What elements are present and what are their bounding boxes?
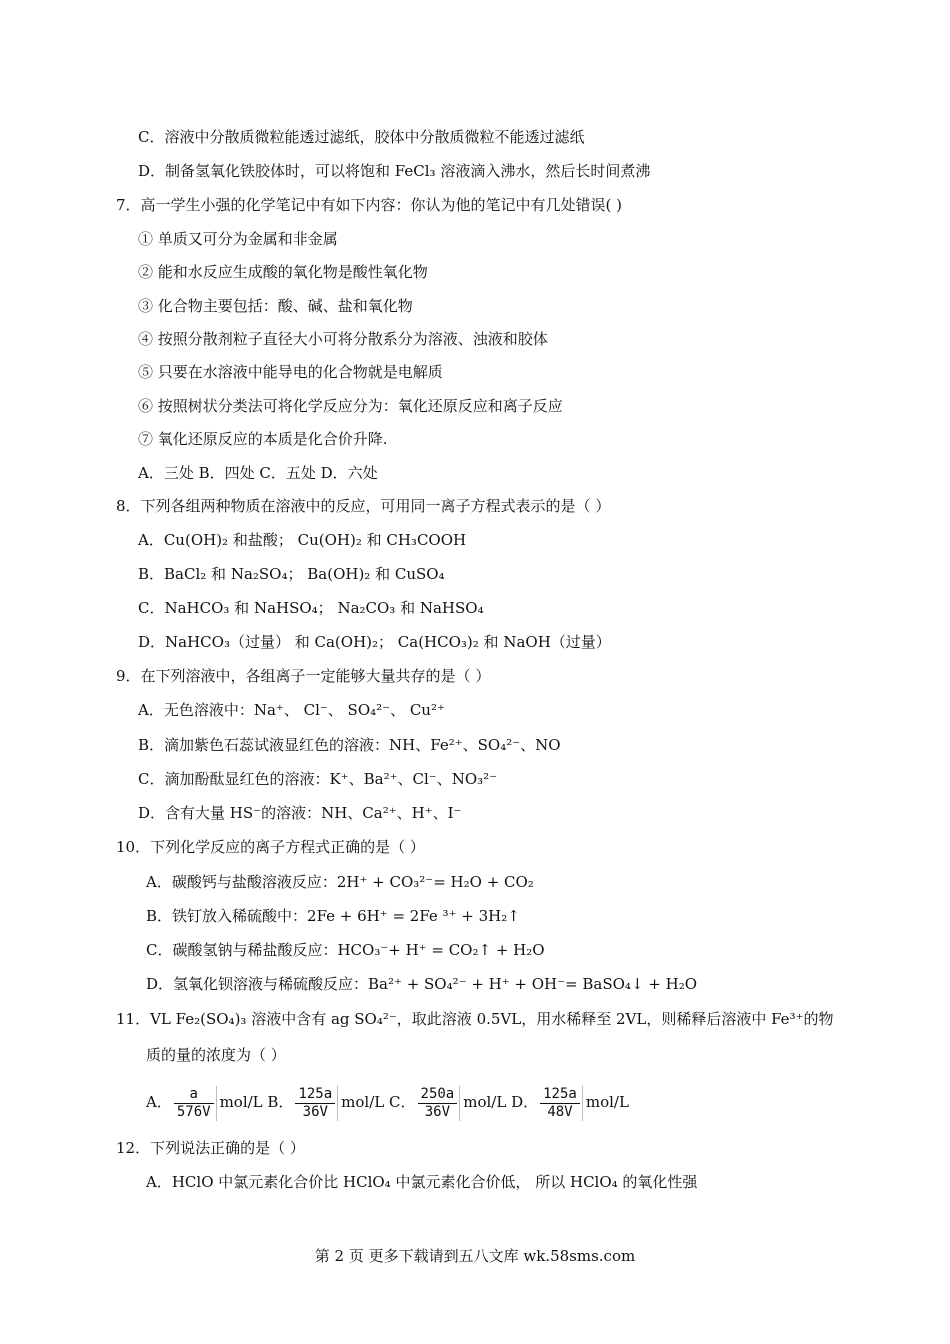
q7-item-6: ⑥ 按照树状分类法可将化学反应分为：氧化还原反应和离子反应 [138, 397, 563, 415]
q11-option-a-numerator: a [174, 1086, 214, 1104]
q10-option-c: C．碳酸氢钠与稀盐酸反应：HCO₃⁻+ H⁺ = CO₂↑ + H₂O [146, 941, 545, 959]
q11-option-c-unit: mol/L [463, 1093, 507, 1111]
q7-item-1: ① 单质又可分为金属和非金属 [138, 230, 338, 248]
q8-option-d: D．NaHCO₃（过量） 和 Ca(OH)₂； Ca(HCO₃)₂ 和 NaOH（过量） [138, 633, 611, 651]
q11-option-b-numerator: 125a [295, 1086, 335, 1104]
q11-option-c-denominator: 36V [424, 1103, 451, 1120]
q7-item-5: ⑤ 只要在水溶液中能导电的化合物就是电解质 [138, 363, 443, 381]
q7-options: A．三处 B．四处 C．五处 D．六处 [138, 464, 378, 482]
q11-option-d-unit: mol/L [585, 1093, 629, 1111]
q6-option-c: C．溶液中分散质微粒能透过滤纸，胶体中分散质微粒不能透过滤纸 [138, 128, 585, 146]
q11-option-b-label: B． [267, 1093, 294, 1111]
q11-option-a-denominator: 576V [176, 1103, 211, 1120]
q8-option-a: A．Cu(OH)₂ 和盐酸； Cu(OH)₂ 和 CH₃COOH [138, 531, 467, 549]
q7-item-2: ② 能和水反应生成酸的氧化物是酸性氧化物 [138, 263, 428, 281]
q10-option-b: B．铁钉放入稀硫酸中：2Fe + 6H⁺ = 2Fe ³⁺ + 3H₂↑ [146, 907, 520, 925]
q11-option-d-fraction [540, 1086, 583, 1121]
q9-option-a: A．无色溶液中：Na⁺、 Cl⁻、 SO₄²⁻、 Cu²⁺ [138, 701, 445, 719]
q11-option-b-denominator: 36V [302, 1103, 328, 1120]
q8-option-b: B．BaCl₂ 和 Na₂SO₄； Ba(OH)₂ 和 CuSO₄ [138, 565, 445, 583]
q7-item-7: ⑦ 氧化还原反应的本质是化合价升降. [138, 430, 388, 448]
q7-item-3: ③ 化合物主要包括：酸、碱、盐和氧化物 [138, 297, 413, 315]
q9-stem: 9．在下列溶液中，各组离子一定能够大量共存的是（ ） [116, 667, 491, 685]
q9-option-c: C．滴加酚酞显红色的溶液：K⁺、Ba²⁺、Cl⁻、NO₃²⁻ [138, 770, 498, 788]
q10-option-d: D．氢氧化钡溶液与稀硫酸反应：Ba²⁺ + SO₄²⁻ + H⁺ + OH⁻= BaSO₄↓ + H₂O [146, 975, 698, 993]
q11-option-d-denominator: 48V [547, 1103, 573, 1120]
q11-option-b-unit: mol/L [341, 1093, 385, 1111]
q11-option-a-label: A． [146, 1093, 172, 1111]
q11-option-c-label: C． [389, 1093, 416, 1111]
q11-options [146, 1082, 629, 1122]
q7-stem: 7．高一学生小强的化学笔记中有如下内容：你认为他的笔记中有几处错误( ) [116, 196, 623, 214]
q11-stem-line2: 质的量的浓度为（ ） [146, 1046, 286, 1064]
q7-item-4: ④ 按照分散剂粒子直径大小可将分散系分为溶液、浊液和胶体 [138, 330, 548, 348]
q11-option-d-label: D． [511, 1093, 539, 1111]
q11-option-c-fraction [418, 1086, 461, 1121]
q8-option-c: C．NaHCO₃ 和 NaHSO₄； Na₂CO₃ 和 NaHSO₄ [138, 599, 484, 617]
q11-option-c-numerator: 250a [418, 1086, 458, 1104]
q10-stem: 10．下列化学反应的离子方程式正确的是（ ） [116, 838, 425, 856]
q12-stem: 12．下列说法正确的是（ ） [116, 1139, 305, 1157]
q12-option-a: A．HClO 中氯元素化合价比 HClO₄ 中氯元素化合价低， 所以 HClO₄ 的氧化性强 [146, 1173, 698, 1191]
q11-option-a-unit: mol/L [219, 1093, 263, 1111]
q8-stem: 8．下列各组两种物质在溶液中的反应，可用同一离子方程式表示的是（ ） [116, 497, 611, 515]
q10-option-a: A．碳酸钙与盐酸溶液反应：2H⁺ + CO₃²⁻= H₂O + CO₂ [146, 873, 534, 891]
q9-option-b: B．滴加紫色石蕊试液显红色的溶液：NH、Fe²⁺、SO₄²⁻、NO [138, 736, 561, 754]
q11-option-b-fraction [295, 1086, 338, 1121]
q9-option-d: D．含有大量 HS⁻的溶液：NH、Ca²⁺、H⁺、I⁻ [138, 804, 462, 822]
q11-option-a-fraction [174, 1086, 217, 1121]
q11-stem-line1: 11．VL Fe₂(SO₄)₃ 溶液中含有 ag SO₄²⁻，取此溶液 0.5VL，用水稀释至 2VL，则稀释后溶液中 Fe³⁺的物 [116, 1010, 834, 1028]
page-footer: 第 2 页 更多下载请到五八文库 wk.58sms.com [314, 1247, 636, 1265]
q6-option-d: D．制备氢氧化铁胶体时，可以将饱和 FeCl₃ 溶液滴入沸水，然后长时间煮沸 [138, 162, 651, 180]
q11-option-d-numerator: 125a [540, 1086, 580, 1104]
